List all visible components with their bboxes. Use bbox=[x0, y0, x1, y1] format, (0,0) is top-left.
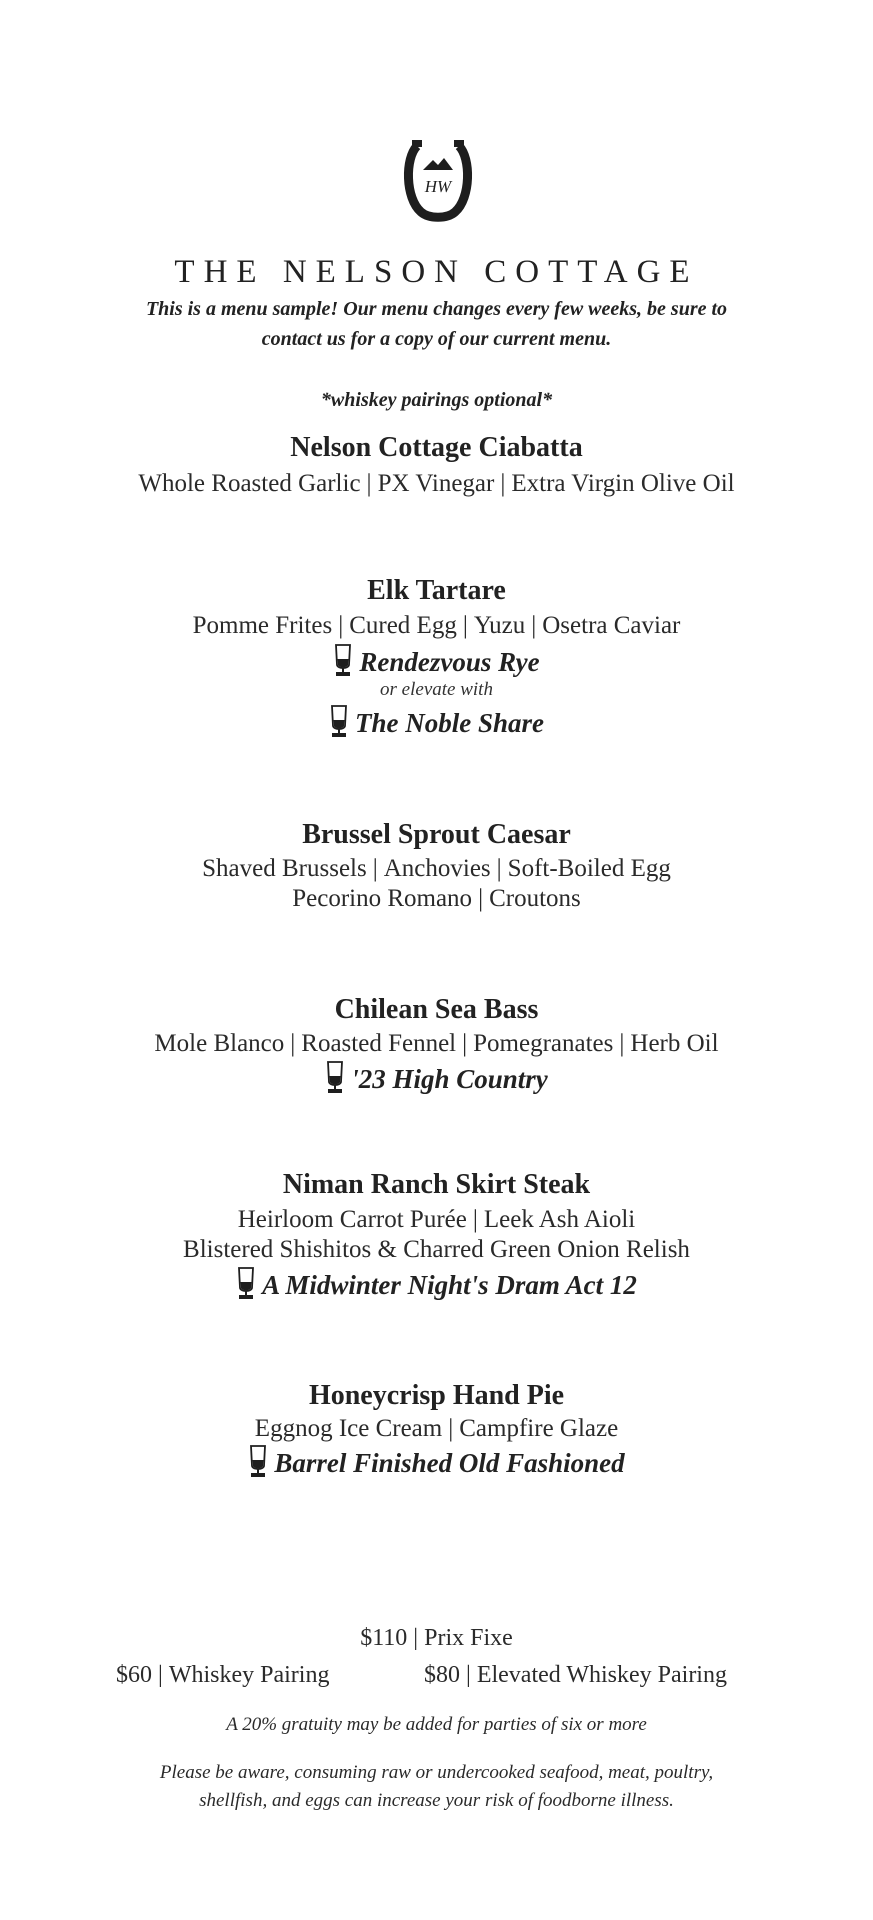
whiskey-glass-icon bbox=[329, 704, 349, 745]
dish-title-niman-ranch-skirt-steak: Niman Ranch Skirt Steak bbox=[282, 1169, 591, 1200]
warning-line: shellfish, and eggs can increase your risk of foodborne illness. bbox=[199, 1790, 674, 1811]
svg-text:HW: HW bbox=[424, 177, 452, 196]
dish-title-brussel-sprout-caesar: Brussel Sprout Caesar bbox=[302, 819, 571, 850]
dish-ingredients-ciabatta: Whole Roasted Garlic | PX Vinegar | Extra Virgin Olive Oil bbox=[138, 470, 735, 497]
whiskey-pairing-pie: Barrel Finished Old Fashioned bbox=[0, 1444, 873, 1485]
dish-title-chilean-sea-bass: Chilean Sea Bass bbox=[334, 994, 539, 1025]
whiskey-glass-icon bbox=[248, 1444, 268, 1485]
restaurant-name: THE NELSON COTTAGE bbox=[174, 254, 699, 290]
whiskey-pairing-elk-elevated: The Noble Share bbox=[0, 704, 873, 745]
notice-line: This is a menu sample! Our menu changes every few weeks, be sure to bbox=[145, 298, 728, 320]
prix-fixe-price: $110 | Prix Fixe bbox=[360, 1625, 513, 1651]
elevate-option-text: or elevate with bbox=[380, 679, 493, 700]
menu-sample-notice bbox=[0, 294, 873, 354]
gratuity-note: A 20% gratuity may be added for parties of six or more bbox=[226, 1714, 647, 1735]
dish-ingredients-pie: Eggnog Ice Cream | Campfire Glaze bbox=[254, 1415, 619, 1442]
elevated-whiskey-pairing-price: $80 | Elevated Whiskey Pairing bbox=[424, 1662, 727, 1688]
foodborne-illness-warning bbox=[0, 1759, 873, 1815]
whiskey-glass-icon bbox=[236, 1266, 256, 1307]
notice-line: contact us for a copy of our current menu. bbox=[261, 328, 612, 350]
whiskey-pairing-sea-bass: '23 High Country bbox=[0, 1060, 873, 1101]
whiskey-glass-icon bbox=[325, 1060, 345, 1101]
pairings-optional-note: *whiskey pairings optional* bbox=[320, 389, 553, 411]
whiskey-pairing-steak: A Midwinter Night's Dram Act 12 bbox=[0, 1266, 873, 1307]
dish-ingredients-steak-line1: Heirloom Carrot Purée | Leek Ash Aioli bbox=[237, 1206, 636, 1233]
whiskey-pairing-elk: Rendezvous Rye bbox=[0, 643, 873, 684]
dish-title-honeycrisp-hand-pie: Honeycrisp Hand Pie bbox=[308, 1380, 565, 1411]
dish-title-elk-tartare: Elk Tartare bbox=[367, 575, 506, 606]
warning-line: Please be aware, consuming raw or undercooked seafood, meat, poultry, bbox=[159, 1762, 714, 1783]
dish-title-ciabatta: Nelson Cottage Ciabatta bbox=[290, 432, 583, 463]
horseshoe-logo-icon bbox=[403, 138, 473, 228]
dish-ingredients-sea-bass: Mole Blanco | Roasted Fennel | Pomegranates | Herb Oil bbox=[154, 1030, 719, 1057]
dish-ingredients-caesar-line1: Shaved Brussels | Anchovies | Soft-Boiled Egg bbox=[202, 855, 671, 882]
dish-ingredients-steak-line2: Blistered Shishitos & Charred Green Onion Relish bbox=[183, 1236, 690, 1263]
dish-ingredients-elk-tartare: Pomme Frites | Cured Egg | Yuzu | Osetra Caviar bbox=[192, 612, 681, 639]
dish-ingredients-caesar-line2: Pecorino Romano | Croutons bbox=[292, 885, 581, 912]
whiskey-glass-icon bbox=[333, 643, 353, 684]
whiskey-pairing-price: $60 | Whiskey Pairing bbox=[116, 1662, 330, 1688]
